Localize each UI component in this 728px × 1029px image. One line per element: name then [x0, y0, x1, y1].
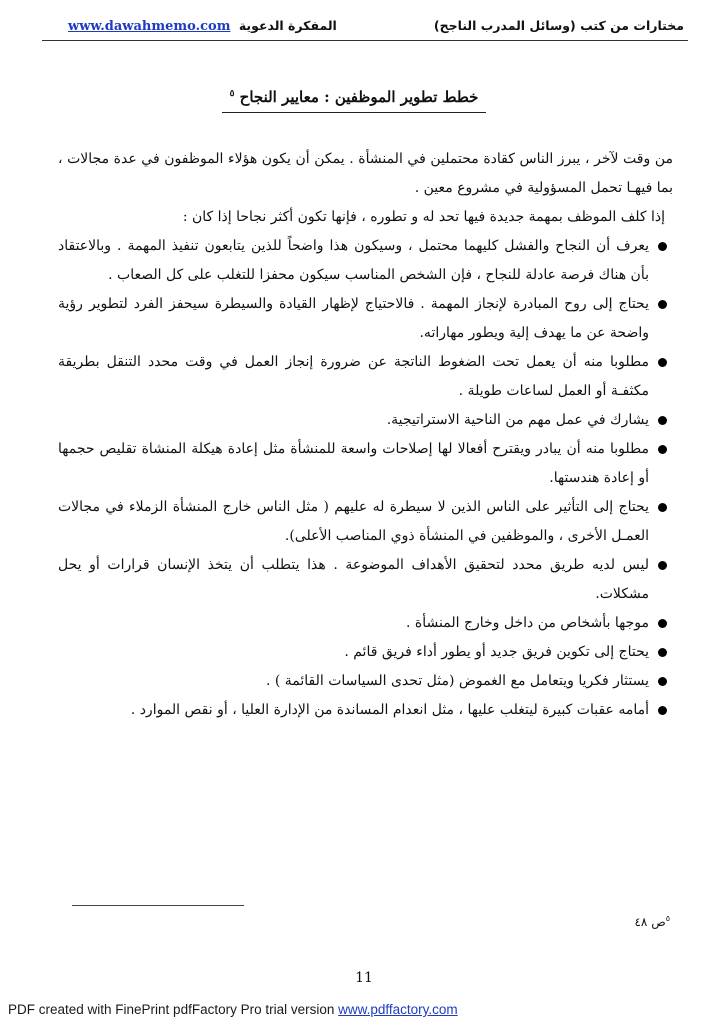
list-item	[58, 435, 673, 493]
list-item-text: موجها بأشخاص من داخل وخارج المنشأة .	[406, 615, 649, 631]
pdf-footer-text: PDF created with FinePrint pdfFactory Pro trial version	[8, 1002, 339, 1017]
section-title	[0, 88, 728, 113]
list-item-text: يستثار فكريا ويتعامل مع الغموض (مثل تحدى السياسات القائمة ) .	[265, 673, 649, 689]
pdf-footer-link[interactable]: www.pdffactory.com	[338, 1002, 458, 1017]
bullet-icon	[658, 503, 667, 512]
list-item-text: أمامه عقبات كبيرة ليتغلب عليها ، مثل انعدام المساندة من الإدارة العليا ، أو نقص الموارد .	[130, 702, 649, 718]
page-number: 11	[355, 970, 373, 986]
list-item	[58, 638, 673, 667]
intro-paragraph: من وقت لآخر ، يبرز الناس كقادة محتملين في المنشأة . يمكن أن يكون هؤلاء الموظفون في عدة مجالات ، بما فيهـا تحمل المسؤولية في مشروع معين .	[58, 151, 673, 196]
bullet-icon	[658, 677, 667, 686]
list-item	[58, 290, 673, 348]
bullet-icon	[658, 561, 667, 570]
pdf-footer	[8, 1002, 458, 1017]
list-item-text: يشارك في عمل مهم من الناحية الاستراتيجية.	[386, 412, 649, 428]
list-item-text: ليس لديه طريق محدد لتحقيق الأهداف الموضوعة . هذا يتطلب أن يتخذ الإنسان قرارات أو يحل مشكلات.	[58, 557, 649, 602]
section-title-text: خطط تطوير الموظفين : معايير النجاح	[239, 88, 479, 106]
bullet-icon	[658, 416, 667, 425]
bullet-icon	[658, 242, 667, 251]
header-site-info	[68, 18, 337, 34]
list-item-text: يحتاج إلى روح المبادرة لإنجاز المهمة . فالاحتياج لإظهار القيادة والسيطرة سيحفز الفرد لتطوير رؤية واضحة عن ما يهدف إلية ويطور مهاراته.	[58, 296, 649, 341]
page-header	[42, 8, 688, 41]
list-item	[58, 696, 673, 725]
footnote-mark: ٥	[665, 914, 670, 923]
bullet-icon	[658, 619, 667, 628]
list-item	[58, 348, 673, 406]
section-title-footnote-mark[interactable]: ٥	[229, 89, 235, 99]
list-item-text: مطلوبا منه أن يبادر ويقترح أفعالا لها إصلاحات واسعة للمنشأة مثل إعادة هيكلة المنشاة تقليص حجمها أو إعادة هندستها.	[58, 441, 649, 486]
list-intro: إذا كلف الموظف بمهمة جديدة فيها تحد له و تطوره ، فإنها تكون أكثر نجاحا إذا كان :	[182, 209, 665, 225]
header-website-link[interactable]: www.dawahmemo.com	[68, 19, 231, 34]
header-publisher: المفكرة الدعوية	[238, 18, 337, 33]
list-item	[58, 609, 673, 638]
bullet-icon	[658, 706, 667, 715]
footnote-divider	[72, 905, 244, 906]
list-item-text: يحتاج إلى التأثير على الناس الذين لا سيطرة له عليهم ( مثل الناس خارج المنشأة الزملاء في مجالات العمـل الأخرى ، والموظفين في المنشأة ذوي المناصب الأعلى).	[58, 499, 649, 544]
list-item	[58, 232, 673, 290]
list-item-text: يحتاج إلى تكوين فريق جديد أو يطور أداء فريق قائم .	[344, 644, 649, 660]
footnote	[634, 914, 670, 929]
bullet-icon	[658, 445, 667, 454]
list-item	[58, 493, 673, 551]
bullet-icon	[658, 648, 667, 657]
document-body	[58, 145, 673, 725]
list-item	[58, 667, 673, 696]
list-item	[58, 551, 673, 609]
bullet-icon	[658, 358, 667, 367]
footnote-text: ص ٤٨	[634, 915, 666, 929]
section-title-underlined	[222, 88, 487, 113]
header-book-title: مختارات من كتب (وسائل المدرب الناجح)	[433, 18, 684, 33]
list-item-text: يعرف أن النجاح والفشل كليهما محتمل ، وسيكون هذا واضحاً للذين يتابعون تنفيذ المهمة . وبالاعتقاد بأن هناك فرصة عادلة للنجاح ، فإن الشخص المناسب سيكون محفزا للتغلب على كل الصعاب .	[58, 238, 649, 283]
list-item-text: مطلوبا منه أن يعمل تحت الضغوط الناتجة عن ضرورة إنجاز العمل في وقت محدد التنقل بطريقة مكثفـة أو العمل لساعات طويلة .	[58, 354, 649, 399]
criteria-list	[58, 232, 673, 725]
list-item	[58, 406, 673, 435]
bullet-icon	[658, 300, 667, 309]
